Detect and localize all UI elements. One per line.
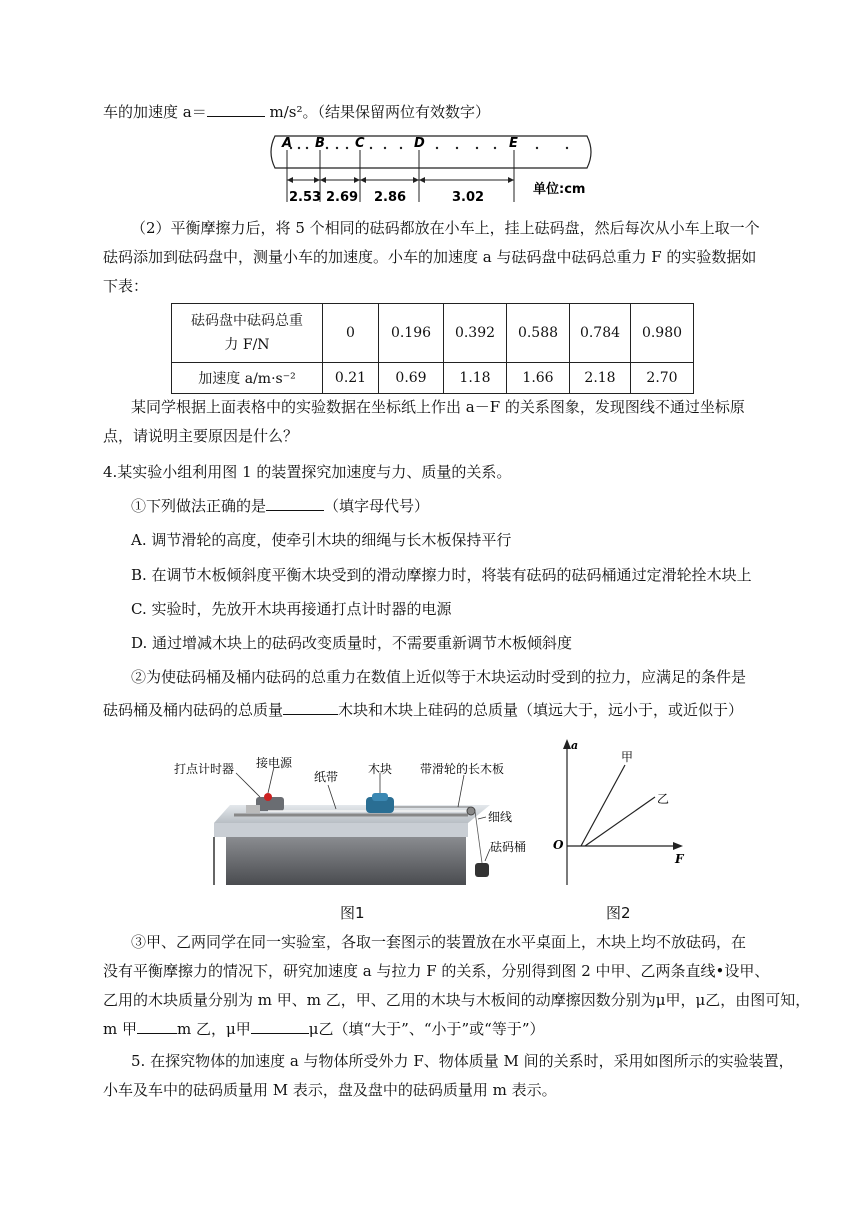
label-wood-block: 木块 xyxy=(368,762,393,776)
table-edge xyxy=(214,823,468,837)
table-cell: 0 xyxy=(323,304,379,363)
table-cell: 0.784 xyxy=(570,304,631,363)
accel-question-line xyxy=(103,102,490,122)
q4-part2-blank[interactable] xyxy=(283,700,338,715)
q4-part1-blank[interactable] xyxy=(266,496,324,511)
q4-part2-line1: ②为使砝码桶及桶内砝码的总重力在数值上近似等于木块运动时受到的拉力，应满足的条件是 xyxy=(131,668,747,686)
table-cell: 0.392 xyxy=(444,304,507,363)
table-cell: 1.66 xyxy=(507,363,570,394)
figure-1-apparatus xyxy=(168,745,528,895)
tape-point-d: D xyxy=(414,136,425,151)
line-yi xyxy=(585,797,655,846)
friction-compare-blank[interactable] xyxy=(251,1019,309,1034)
axis-x-label: F xyxy=(675,852,684,866)
timer-terminal xyxy=(264,793,272,801)
label-paper-strip: 纸带 xyxy=(314,770,339,784)
tape-unit: 单位:cm xyxy=(533,182,586,197)
table-header-accel: 加速度 a/m·s⁻² xyxy=(172,363,323,394)
figure-2-graph xyxy=(545,735,705,895)
q4-part3-line4: m 甲 m 乙，μ甲 μ乙（填“大于”、“小于”或“等于”） xyxy=(103,1020,545,1038)
label-power: 接电源 xyxy=(256,756,293,770)
accel-answer-blank[interactable] xyxy=(207,102,265,117)
tape-point-b: B xyxy=(315,136,325,151)
q5-line2: 小车及车中的砝码质量用 M 表示，盘及盘中的砝码质量用 m 表示。 xyxy=(103,1081,557,1099)
option-a: A. 调节滑轮的高度，使牵引木块的细绳与长木板保持平行 xyxy=(131,531,512,549)
p2-line-3: 下表： xyxy=(103,277,149,295)
table-row-accel xyxy=(172,363,694,394)
paper-tape-figure xyxy=(265,130,600,206)
p2-line-2: 砝码添加到砝码盘中，测量小车的加速度。小车的加速度 a 与砝码盘中砝码总重力 F 的实验数据如 xyxy=(103,248,757,266)
table-cell: 0.196 xyxy=(379,304,444,363)
table-cell: 0.588 xyxy=(507,304,570,363)
table-cell: 0.980 xyxy=(631,304,694,363)
table-cell: 1.18 xyxy=(444,363,507,394)
pulley-icon xyxy=(467,807,475,815)
option-d: D. 通过增减木块上的砝码改变质量时，不需要重新调节木板倾斜度 xyxy=(131,634,573,652)
table-cell: 0.21 xyxy=(323,363,379,394)
mass-compare-blank[interactable] xyxy=(137,1019,177,1034)
q4-part3-line1: ③甲、乙两同学在同一实验室，各取一套图示的装置放在水平桌面上，木块上均不放砝码，在 xyxy=(131,933,747,951)
data-table xyxy=(171,303,694,394)
p3-line-2: 点，请说明主要原因是什么？ xyxy=(103,427,299,445)
q4-part2-line2: 砝码桶及桶内砝码的总质量 木块和木块上硅码的总质量（填远大于，远小于，或近似于） xyxy=(103,701,744,719)
q4-part3-line2: 没有平衡摩擦力的情况下，研究加速度 a 与拉力 F 的关系，分别得到图 2 中甲、乙两条直线•设甲、 xyxy=(103,962,770,980)
table-cell: 2.18 xyxy=(570,363,631,394)
option-b: B. 在调节木板倾斜度平衡木块受到的滑动摩擦力时，将装有砝码的砝码桶通过定滑轮拴木块上 xyxy=(131,566,752,584)
table-cell: 2.70 xyxy=(631,363,694,394)
accel-question-pre: 车的加速度 a＝ xyxy=(103,103,207,121)
tape-point-e: E xyxy=(509,136,518,151)
origin-label: O xyxy=(553,838,564,852)
weight-bucket xyxy=(475,863,489,877)
p2-line-1: （2）平衡摩擦力后，将 5 个相同的砝码都放在小车上，挂上砝码盘，然后每次从小车上取一个 xyxy=(131,219,760,237)
line-yi-label: 乙 xyxy=(657,792,670,806)
tape-distance-bc: 2.69 xyxy=(326,190,359,205)
figure-1-caption: 图1 xyxy=(340,904,365,922)
table-row-force xyxy=(172,304,694,363)
label-timer: 打点计时器 xyxy=(174,762,235,776)
tape-distance-cd: 2.86 xyxy=(374,190,407,205)
accel-question-post: m/s²。（结果保留两位有效数字） xyxy=(264,103,490,121)
p3-line-1: 某同学根据上面表格中的实验数据在坐标纸上作出 a－F 的关系图象，发现图线不通过坐标原 xyxy=(131,398,745,416)
table-cell: 0.69 xyxy=(379,363,444,394)
q4-title: 4.某实验小组利用图 1 的装置探究加速度与力、质量的关系。 xyxy=(103,463,512,481)
q4-part1: ①下列做法正确的是 （填字母代号） xyxy=(131,497,430,515)
table-front xyxy=(226,837,466,885)
table-header-force: 砝码盘中砝码总重 力 F/N xyxy=(172,304,323,363)
q4-part3-line3: 乙用的木块质量分别为 m 甲、m 乙，甲、乙用的木块与木板间的动摩擦因数分别为μ甲，μ乙，由图可知， xyxy=(103,991,811,1009)
label-bucket: 砝码桶 xyxy=(490,840,527,854)
tape-distance-de: 3.02 xyxy=(452,190,485,205)
tape-point-a: A xyxy=(282,136,293,151)
line-jia-label: 甲 xyxy=(621,750,634,764)
option-c: C. 实验时，先放开木块再接通打点计时器的电源 xyxy=(131,600,452,618)
figure-2-caption: 图2 xyxy=(606,904,631,922)
q5-line1: 5. 在探究物体的加速度 a 与物体所受外力 F、物体质量 M 间的关系时，采用如图所示的实验装置， xyxy=(131,1052,794,1070)
label-string: 细线 xyxy=(488,810,513,824)
label-long-board: 带滑轮的长木板 xyxy=(420,762,505,776)
tape-distance-ab: 2.53 xyxy=(289,190,322,205)
axis-y-label: a xyxy=(571,739,579,752)
tape-point-c: C xyxy=(355,136,365,151)
